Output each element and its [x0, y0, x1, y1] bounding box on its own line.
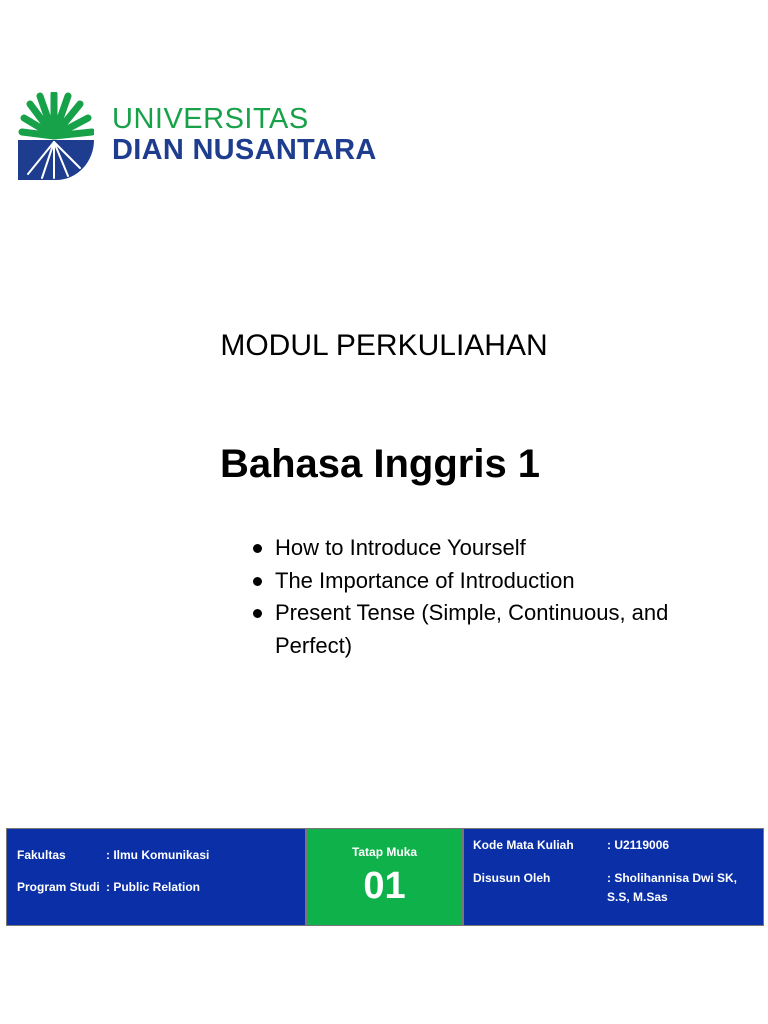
meeting-panel [306, 828, 463, 926]
faculty-panel [6, 828, 306, 926]
faculty-value: : Ilmu Komunikasi [106, 848, 210, 862]
author-label: Disusun Oleh [473, 871, 551, 885]
course-info-bar [6, 828, 764, 928]
course-title: Bahasa Inggris 1 [219, 442, 541, 486]
bullet-icon [253, 577, 262, 586]
topic-item [250, 532, 670, 565]
module-heading: MODUL PERKULIAHAN [220, 329, 548, 362]
topic-text: How to Introduce Yourself [275, 535, 526, 560]
topic-list [250, 532, 670, 662]
topic-text: Present Tense (Simple, Continuous, and Perfect) [275, 600, 669, 658]
faculty-label: Fakultas [17, 848, 66, 862]
program-label: Program Studi [17, 880, 100, 894]
meeting-number: 01 [363, 865, 406, 907]
course-code-value: : U2119006 [607, 838, 670, 852]
course-code-panel [463, 828, 764, 926]
bullet-icon [253, 609, 262, 618]
university-logo-icon [18, 92, 94, 182]
university-logo [18, 92, 398, 184]
topic-item [250, 565, 670, 598]
topic-item [250, 597, 670, 662]
author-value: : Sholihannisa Dwi SK, S.S, M.Sas [607, 871, 738, 904]
university-name [112, 104, 377, 166]
bullet-icon [253, 544, 262, 553]
logo-line-universitas: UNIVERSITAS [112, 103, 309, 135]
program-value: : Public Relation [106, 880, 201, 894]
course-code-label: Kode Mata Kuliah [473, 838, 574, 852]
topic-text: The Importance of Introduction [275, 567, 575, 593]
meeting-label: Tatap Muka [351, 845, 418, 859]
logo-line-dian-nusantara: DIAN NUSANTARA [112, 134, 377, 166]
